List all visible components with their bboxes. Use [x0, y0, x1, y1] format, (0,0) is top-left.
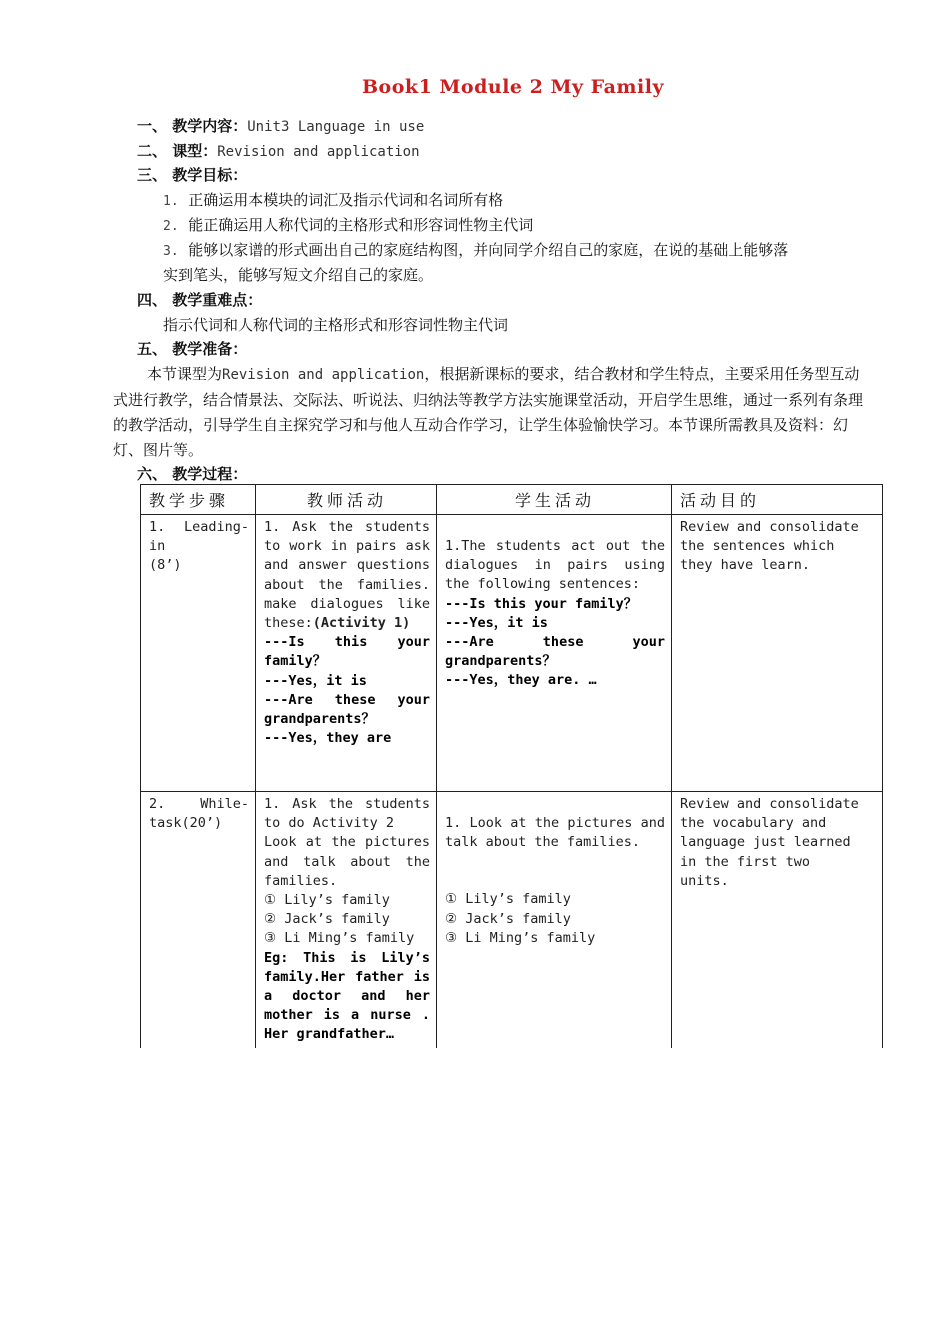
preparation-paragraph: 本节课型为Revision and application，根据新课标的要求，结合教材和学生特点，主要采用任务型互动式进行教学，结合情景法、交际法、听说法、归纳法等教学方法实施课堂活动，开启学生思维，通过一系列有条理的教学活动，引导学生自主探究学习和与他人互动合作学习，让学生体验愉快学习。本节课所需教具及资料：幻灯、图片等。 — [113, 365, 864, 459]
section-preparation-heading: 五、 教学准备： — [137, 340, 248, 358]
purpose-cell: Review and consolidate the sentences which they have learn. — [672, 515, 883, 792]
document-title: Book1 Module 2 My Family — [362, 76, 664, 98]
purpose-cell: Review and consolidate the vocabulary and language just learned in the first two units. — [672, 792, 883, 1048]
goal-item-2: 2. 能正确运用人称代词的主格形式和形容词性物主代词 — [163, 216, 534, 234]
header-step: 教学步骤 — [141, 485, 256, 515]
student-cell: 1. Look at the pictures and talk about the families. ① Lily’s family ② Jack’s family ③ Li Ming’s family — [437, 792, 672, 1048]
section-goals-heading: 三、 教学目标： — [137, 166, 248, 184]
section-process-heading: 六、 教学过程： — [137, 465, 248, 483]
goal-item-3-cont: 实到笔头，能够写短文介绍自己的家庭。 — [163, 266, 434, 284]
step-cell: 2. While- task(20’) — [141, 792, 256, 1048]
student-cell: 1.The students act out the dialogues in pairs using the following sentences: ---Is this your family？ ---Yes，it is ---Are these your grandparents？ ---Yes，they are. … — [437, 515, 672, 792]
teacher-cell: 1. Ask the students to do Activity 2 Look at the pictures and talk about the families. ① Lily’s family ② Jack’s family ③ Li Ming’s family Eg: This is Lily’s family.Her father is a doctor and her mother is a nurse . Her grandfather… — [256, 792, 437, 1048]
teaching-process-table — [140, 484, 883, 1048]
table-header-row — [141, 485, 883, 515]
section-key-points-heading: 四、 教学重难点： — [137, 291, 263, 309]
section-lesson-type: 二、 课型：Revision and application — [137, 142, 420, 160]
header-purpose: 活动目的 — [672, 485, 883, 515]
header-teacher: 教师活动 — [256, 485, 437, 515]
key-points-text: 指示代词和人称代词的主格形式和形容词性物主代词 — [163, 316, 509, 334]
section-content: 一、 教学内容：Unit3 Language in use — [137, 117, 425, 135]
step-cell: 1. Leading- in (8’) — [141, 515, 256, 792]
teacher-cell: 1. Ask the students to work in pairs ask and answer questions about the families. make dialogues like these:(Activity 1) ---Is this your family？ ---Yes，it is ---Are these your grandparents？ ---Yes，they are — [256, 515, 437, 792]
table-row — [141, 792, 883, 1048]
table-row — [141, 515, 883, 792]
goal-item-3: 3. 能够以家谱的形式画出自己的家庭结构图，并向同学介绍自己的家庭，在说的基础上能够落 — [163, 241, 789, 259]
header-student: 学生活动 — [437, 485, 672, 515]
goal-item-1: 1. 正确运用本模块的词汇及指示代词和名词所有格 — [163, 191, 504, 209]
